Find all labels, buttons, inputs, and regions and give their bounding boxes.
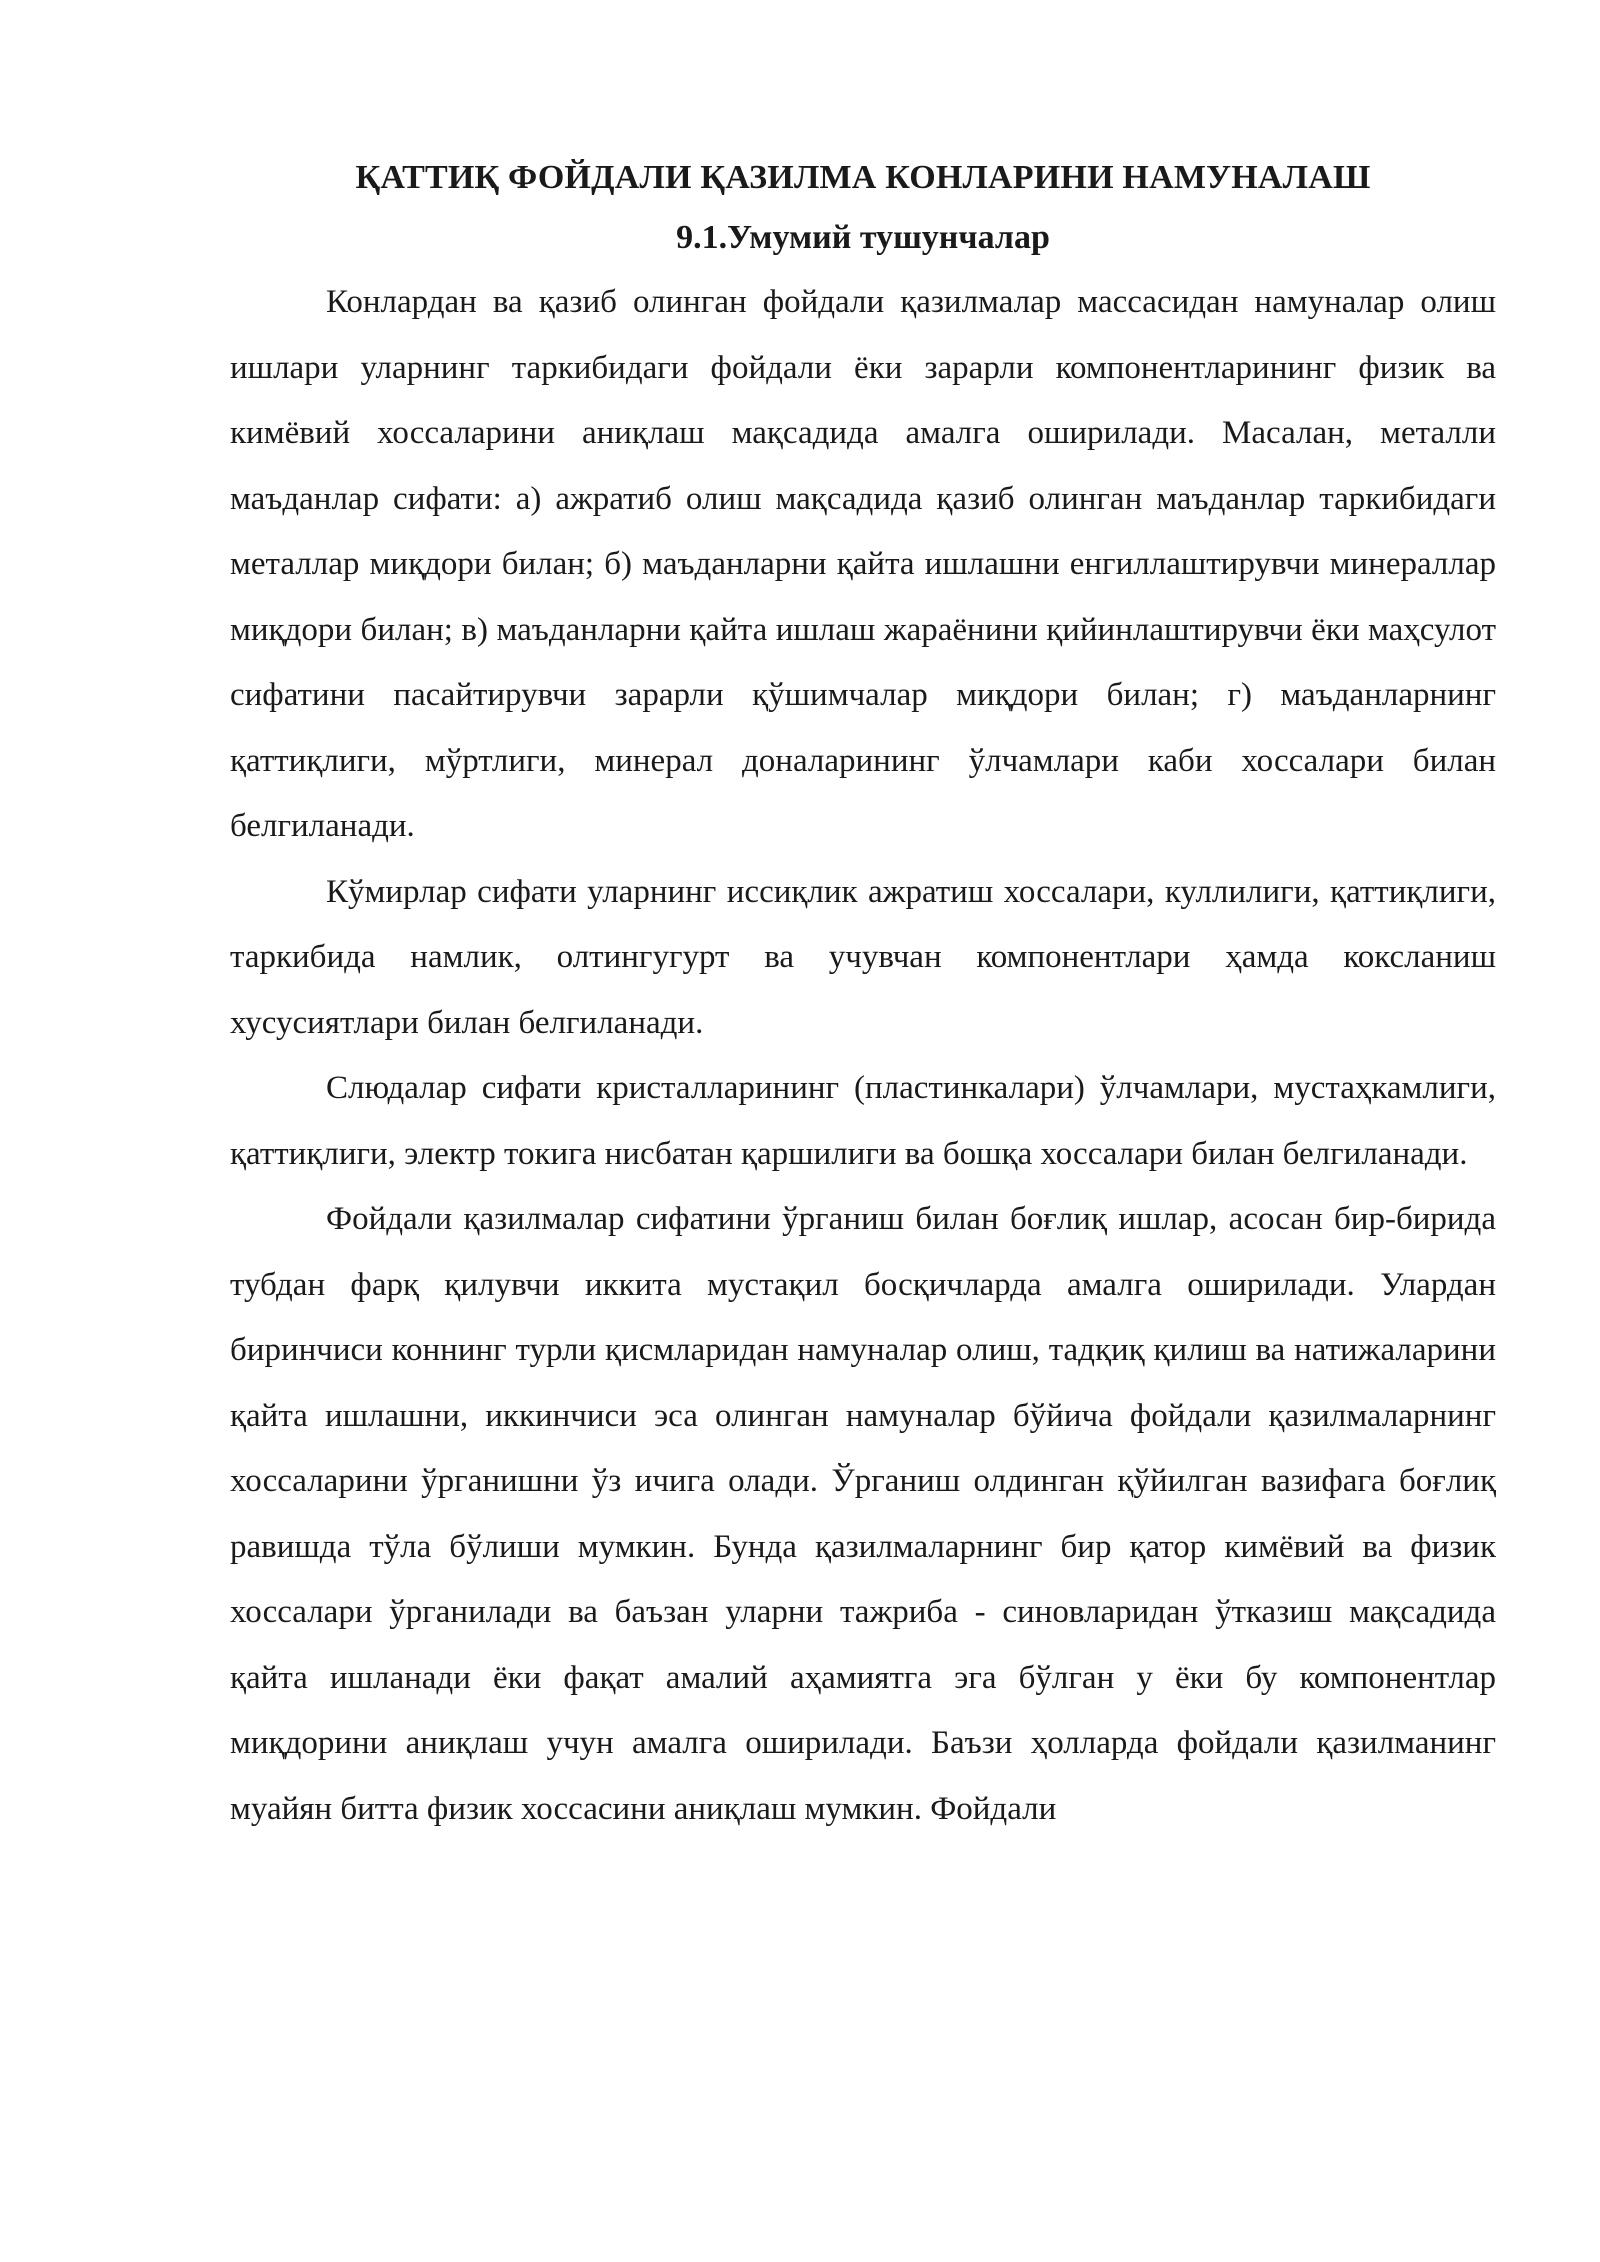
document-page — [230, 150, 1496, 1842]
section-title: 9.1.Умумий тушунчалар — [676, 219, 1050, 256]
paragraph-ore-quality: Конлардан ва қазиб олинган фойдали қазилмалар массасидан намуналар олиш ишлари уларнинг таркибидаги фойдали ёки зарарли компонентларининг физик ва кимёвий хоссаларини аниқлаш мақсадида амалга оширилади. Масалан, металли маъданлар сифати: а) ажратиб олиш мақсадида қазиб олинган маъданлар таркибидаги металлар миқдори билан; б) маъданларни қайта ишлашни енгиллаштирувчи минераллар миқдори билан; в) маъданларни қайта ишлаш жараёнини қийинлаштирувчи ёки маҳсулот сифатини пасайтирувчи зарарли қўшимчалар миқдори билан; г) маъданларнинг қаттиқлиги, мўртлиги, минерал доналарининг ўлчамлари каби хоссалари билан белгиланади. — [230, 284, 1496, 844]
paragraph-study-stages: Фойдали қазилмалар сифатини ўрганиш билан боғлиқ ишлар, асосан бир-бирида тубдан фарқ қилувчи иккита мустақил босқичларда амалга оширилади. Улардан биринчиси коннинг турли қисмларидан намуналар олиш, тадқиқ қилиш ва натижаларини қайта ишлашни, иккинчиси эса олинган намуналар бўйича фойдали қазилмаларнинг хоссаларини ўрганишни ўз ичига олади. Ўрганиш олдинган қўйилган вазифага боғлиқ равишда тўла бўлиши мумкин. Бунда қазилмаларнинг бир қатор кимёвий ва физик хоссалари ўрганилади ва баъзан уларни тажриба - синовларидан ўтказиш мақсадида қайта ишланади ёки фақат амалий аҳамиятга эга бўлган у ёки бу компонентлар миқдорини аниқлаш учун амалга оширилади. Баъзи ҳолларда фойдали қазилманинг муайян битта физик хоссасини аниқлаш мумкин. Фойдали — [230, 1201, 1496, 1827]
paragraph-mica-quality: Слюдалар сифати кристалларининг (пластинкалари) ўлчамлари, мустаҳкамлиги, қаттиқлиги, электр токига нисбатан қаршилиги ва бошқа хоссалари билан белгиланади. — [230, 1070, 1496, 1172]
paragraph-coal-quality: Кўмирлар сифати уларнинг иссиқлик ажратиш хоссалари, куллилиги, қаттиқлиги, таркибида намлик, олтингугурт ва учувчан компонентлари ҳамда коксланиш хусусиятлари билан белгиланади. — [230, 873, 1496, 1041]
document-title: ҚАТТИҚ ФОЙДАЛИ ҚАЗИЛМА КОНЛАРИНИ НАМУНАЛАШ — [355, 159, 1371, 196]
